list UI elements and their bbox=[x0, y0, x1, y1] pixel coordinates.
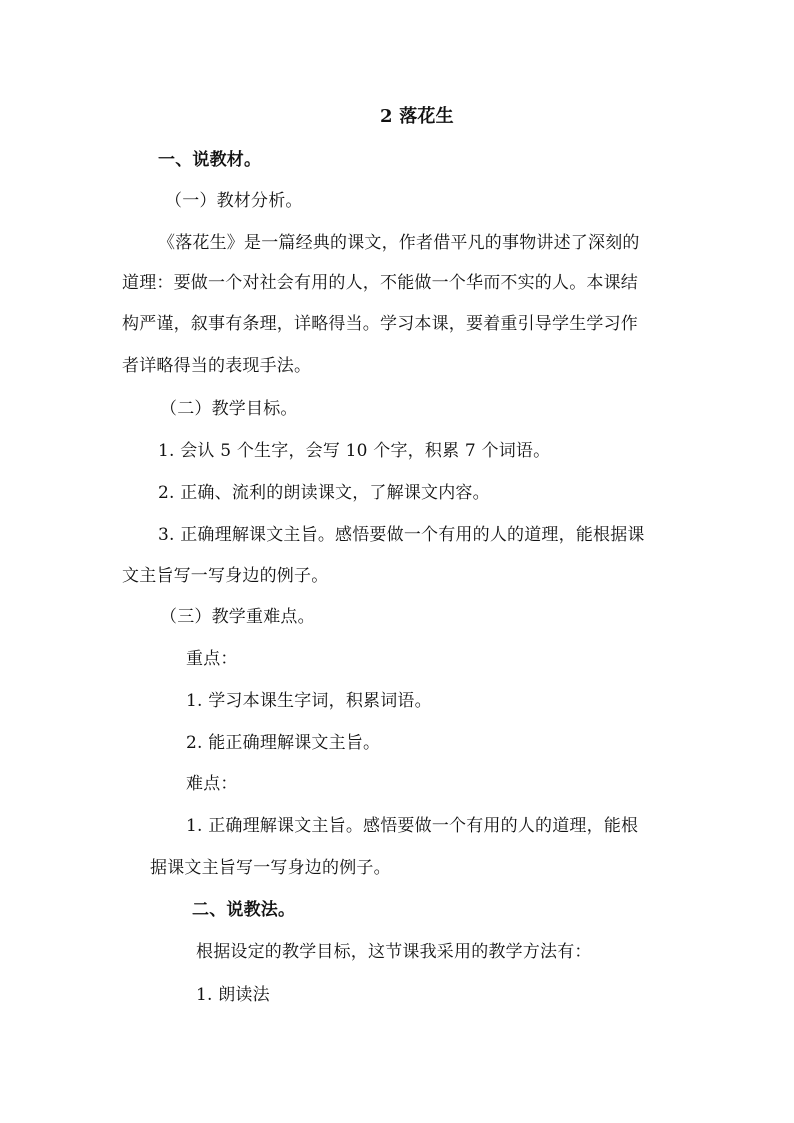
paragraph-line: 者详略得当的表现手法。 bbox=[122, 356, 312, 376]
goal-item: 3. 正确理解课文主旨。感悟要做一个有用的人的道理，能根据课 bbox=[158, 525, 645, 545]
difficulty-item-continued: 据课文主旨写一写身边的例子。 bbox=[150, 858, 391, 878]
key-points-label: 重点： bbox=[186, 649, 238, 669]
method-item: 1. 朗读法 bbox=[196, 985, 270, 1005]
subheading-textbook-analysis: （一）教材分析。 bbox=[165, 191, 303, 211]
section-heading-textbook: 一、说教材。 bbox=[158, 150, 262, 170]
difficulty-label: 难点： bbox=[186, 774, 238, 794]
key-point-item: 1. 学习本课生字词，积累词语。 bbox=[186, 691, 432, 711]
subheading-teaching-goals: （二）教学目标。 bbox=[160, 399, 298, 419]
difficulty-item: 1. 正确理解课文主旨。感悟要做一个有用的人的道理，能根 bbox=[186, 816, 639, 836]
goal-item: 2. 正确、流利的朗读课文，了解课文内容。 bbox=[158, 483, 490, 503]
goal-item-continued: 文主旨写一写身边的例子。 bbox=[122, 566, 329, 586]
methods-intro: 根据设定的教学目标，这节课我采用的教学方法有： bbox=[196, 942, 592, 962]
goal-item: 1. 会认 5 个生字，会写 10 个字，积累 7 个词语。 bbox=[158, 441, 551, 461]
paragraph-line: 构严谨，叙事有条理，详略得当。学习本课，要着重引导学生学习作 bbox=[122, 314, 638, 334]
paragraph-line: 道理：要做一个对社会有用的人，不能做一个华而不实的人。本课结 bbox=[122, 273, 638, 293]
subheading-key-difficulties: （三）教学重难点。 bbox=[160, 607, 315, 627]
section-heading-teaching-methods: 二、说教法。 bbox=[192, 900, 296, 920]
paragraph-line: 《落花生》是一篇经典的课文，作者借平凡的事物讲述了深刻的 bbox=[158, 233, 640, 253]
document-title: 2 落花生 bbox=[380, 106, 454, 127]
key-point-item: 2. 能正确理解课文主旨。 bbox=[186, 733, 381, 753]
